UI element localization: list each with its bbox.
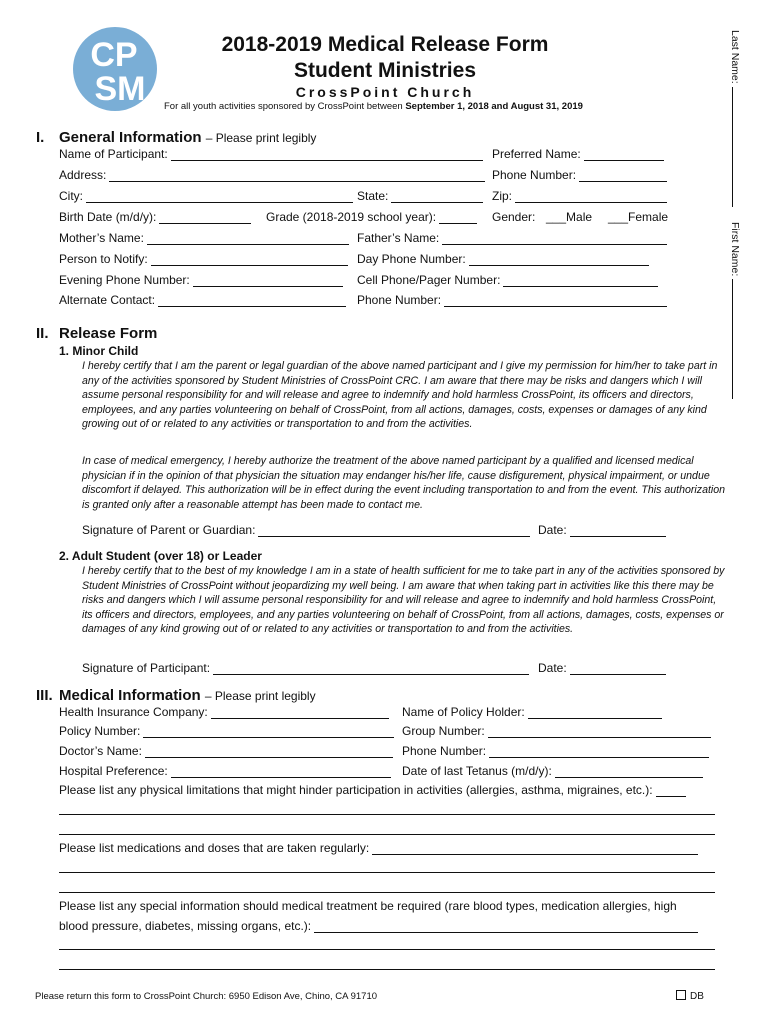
alternate-phone-line[interactable]	[444, 294, 667, 307]
alternate-contact-line[interactable]	[158, 294, 346, 307]
medications-rule-1[interactable]	[59, 872, 715, 873]
first-name-label: First Name:	[729, 222, 741, 277]
state-label: State:	[357, 189, 389, 203]
parent-date-line[interactable]	[570, 524, 666, 537]
section-2-number: II.	[36, 325, 49, 342]
special-info-field[interactable]	[59, 919, 698, 933]
section-3-title	[59, 687, 316, 704]
participant-signature-line[interactable]	[213, 662, 529, 675]
policy-number-field[interactable]	[59, 724, 394, 738]
person-to-notify-line[interactable]	[151, 253, 348, 266]
church-name: CrossPoint Church	[295, 84, 475, 100]
birth-date-field[interactable]	[59, 210, 251, 224]
gender-label: Gender:	[492, 210, 536, 224]
grade-label: Grade (2018-2019 school year):	[266, 210, 437, 224]
birth-date-line[interactable]	[159, 211, 251, 224]
insurance-company-field[interactable]	[59, 705, 389, 719]
alternate-contact-field[interactable]	[59, 293, 346, 307]
participant-signature-field[interactable]	[82, 661, 529, 675]
hospital-preference-line[interactable]	[171, 765, 391, 778]
section-1-title	[59, 129, 316, 146]
physical-limitations-line[interactable]	[656, 784, 686, 797]
minor-child-heading: 1. Minor Child	[59, 344, 139, 358]
medications-rule-2[interactable]	[59, 892, 715, 893]
participant-date-label: Date:	[538, 661, 567, 675]
special-info-line-1: Please list any special information should medical treatment be required (rare blood types, medication allergies, high	[59, 899, 677, 913]
participant-signature-label: Signature of Participant:	[82, 661, 211, 675]
policy-holder-field[interactable]	[402, 705, 662, 719]
parent-signature-label: Signature of Parent or Guardian:	[82, 523, 256, 537]
policy-number-label: Policy Number:	[59, 724, 141, 738]
medications-line[interactable]	[372, 842, 698, 855]
insurance-company-label: Health Insurance Company:	[59, 705, 208, 719]
city-field[interactable]	[59, 189, 353, 203]
evening-phone-line[interactable]	[193, 274, 343, 287]
medications-label: Please list medications and doses that are taken regularly:	[59, 841, 370, 855]
zip-field[interactable]	[492, 189, 667, 203]
gender-female-option[interactable]: ___Female	[608, 210, 669, 224]
section-1-heading: General Information	[59, 129, 202, 146]
cell-phone-field[interactable]	[357, 273, 658, 287]
adult-release-paragraph: I hereby certify that to the best of my knowledge I am in a state of health sufficient for me to take part in any of the activities sponsored by Student Ministries of CrossPoint without jeopardizing my well being. I am aware that when taking part in activities like this there may be risks and dangers which I will assume personal responsibility for and will release and agree to indemnify and hold harmless CrossPoint, its officers and directors, employees, and any parties volunteering on behalf of CrossPoint, from all actions, damages, costs, expenses or damages of any kind growing out of or related to any activities or transportation to and from the activities.	[82, 565, 725, 635]
first-name-line[interactable]	[732, 279, 744, 399]
participant-label: Name of Participant:	[59, 147, 168, 161]
participant-field[interactable]	[59, 147, 483, 161]
policy-holder-line[interactable]	[528, 706, 662, 719]
phone-number-label: Phone Number:	[492, 168, 577, 182]
last-name-side-field[interactable]	[729, 30, 744, 207]
city-label: City:	[59, 189, 83, 203]
father-name-label: Father’s Name:	[357, 231, 440, 245]
alternate-phone-label: Phone Number:	[357, 293, 442, 307]
tetanus-date-field[interactable]	[402, 764, 703, 778]
mother-name-line[interactable]	[147, 232, 349, 245]
preferred-name-field[interactable]	[492, 147, 664, 161]
father-name-field[interactable]	[357, 231, 667, 245]
section-3-number: III.	[36, 687, 53, 704]
doctor-name-label: Doctor’s Name:	[59, 744, 142, 758]
db-checkbox[interactable]	[676, 990, 704, 1002]
minor-release-paragraph: I hereby certify that I am the parent or legal guardian of the above named participant and I give my permission for him/her to take part in any of the activities sponsored by Student Ministries of CrossPoint CRC. I am aware that there may be risks and dangers which I will assume personal responsibility for and will release and agree to indemnify and hold harmless CrossPoint, its officers and directors, employees, and any parties volunteering on behalf of CrossPoint, from all actions, damages, costs, expenses or damages of any kind growing out of or related to any activities or transportation to and from the activities.	[82, 360, 718, 430]
physical-limitations-field[interactable]	[59, 783, 686, 797]
city-line[interactable]	[86, 190, 353, 203]
parent-date-label: Date:	[538, 523, 567, 537]
cell-phone-label: Cell Phone/Pager Number:	[357, 273, 501, 287]
participant-date-field[interactable]	[538, 661, 666, 675]
form-subtitle: Student Ministries	[293, 59, 477, 82]
date-range-prefix: For all youth activities sponsored by CrossPoint between	[164, 101, 406, 112]
alternate-contact-label: Alternate Contact:	[59, 293, 156, 307]
form-title: 2018-2019 Medical Release Form	[221, 33, 549, 56]
last-name-label: Last Name:	[729, 30, 741, 84]
section-2-title: Release Form	[59, 325, 158, 342]
group-number-field[interactable]	[402, 724, 711, 738]
section-3-note: – Please print legibly	[204, 689, 316, 703]
day-phone-label: Day Phone Number:	[357, 252, 466, 266]
db-checkbox-box[interactable]	[676, 990, 686, 1000]
zip-label: Zip:	[492, 189, 513, 203]
phone-number-field[interactable]	[492, 168, 667, 182]
tetanus-date-label: Date of last Tetanus (m/d/y):	[402, 764, 552, 778]
logo-text-top: CP	[90, 36, 138, 74]
address-field[interactable]	[59, 168, 485, 182]
participant-line[interactable]	[171, 148, 483, 161]
gender-male-option[interactable]: ___Male	[546, 210, 593, 224]
section-3-heading: Medical Information	[59, 687, 201, 704]
mother-name-field[interactable]	[59, 231, 349, 245]
insurance-company-line[interactable]	[211, 706, 389, 719]
cell-phone-line[interactable]	[503, 274, 658, 287]
physical-limitations-label: Please list any physical limitations that might hinder participation in activities (allergies, asthma, migraines, etc.):	[59, 783, 653, 797]
first-name-side-field[interactable]	[729, 222, 744, 399]
preferred-name-label: Preferred Name:	[492, 147, 581, 161]
grade-field[interactable]	[266, 210, 477, 224]
phone-number-line[interactable]	[579, 169, 667, 182]
alternate-phone-field[interactable]	[357, 293, 667, 307]
father-name-line[interactable]	[442, 232, 667, 245]
special-info-line[interactable]	[314, 920, 698, 933]
evening-phone-label: Evening Phone Number:	[59, 273, 190, 287]
crosspoint-logo	[70, 26, 160, 112]
medications-field[interactable]	[59, 841, 698, 855]
section-1-note: – Please print legibly	[205, 131, 317, 145]
address-label: Address:	[59, 168, 107, 182]
logo-text-bottom: SM	[94, 70, 146, 108]
doctor-name-field[interactable]	[59, 744, 393, 758]
parent-signature-line[interactable]	[258, 524, 530, 537]
medical-emergency-paragraph: In case of medical emergency, I hereby authorize the treatment of the above named participant by a qualified and licensed medical physician if in the opinion of that physician the situation may endanger his/her life, cause disfigurement, physical impairment, or undue discomfort if delayed. This authorization will be in effect during the event including transportation to and from the event. This authorization is granted only after a reasonable attempt has been made to contact me.	[82, 455, 726, 511]
person-to-notify-field[interactable]	[59, 252, 348, 266]
mother-name-label: Mother’s Name:	[59, 231, 144, 245]
special-info-rule-2[interactable]	[59, 969, 715, 970]
preferred-name-line[interactable]	[584, 148, 664, 161]
special-info-label: blood pressure, diabetes, missing organs, etc.):	[59, 919, 312, 933]
doctor-name-line[interactable]	[145, 745, 393, 758]
tetanus-date-line[interactable]	[555, 765, 703, 778]
birth-date-label: Birth Date (m/d/y):	[59, 210, 157, 224]
limitations-rule-2[interactable]	[59, 834, 715, 835]
day-phone-field[interactable]	[357, 252, 649, 266]
policy-holder-label: Name of Policy Holder:	[402, 705, 525, 719]
doctor-phone-label: Phone Number:	[402, 744, 487, 758]
date-range-dates: September 1, 2018 and August 31, 2019	[405, 101, 583, 112]
return-address-footer: Please return this form to CrossPoint Church: 6950 Edison Ave, Chino, CA 91710	[35, 991, 378, 1002]
date-range-line	[164, 101, 583, 112]
parent-signature-field[interactable]	[82, 523, 530, 537]
group-number-line[interactable]	[488, 725, 711, 738]
last-name-line[interactable]	[732, 87, 744, 207]
evening-phone-field[interactable]	[59, 273, 343, 287]
day-phone-line[interactable]	[469, 253, 649, 266]
db-label: DB	[690, 991, 704, 1002]
address-line[interactable]	[109, 169, 485, 182]
doctor-phone-line[interactable]	[489, 745, 709, 758]
limitations-rule-1[interactable]	[59, 814, 715, 815]
zip-line[interactable]	[515, 190, 667, 203]
hospital-preference-label: Hospital Preference:	[59, 764, 168, 778]
participant-date-line[interactable]	[570, 662, 666, 675]
policy-number-line[interactable]	[143, 725, 394, 738]
doctor-phone-field[interactable]	[402, 744, 709, 758]
section-1-number: I.	[36, 129, 45, 146]
parent-date-field[interactable]	[538, 523, 666, 537]
state-field[interactable]	[357, 189, 483, 203]
group-number-label: Group Number:	[402, 724, 485, 738]
gender-field	[492, 210, 535, 224]
person-to-notify-label: Person to Notify:	[59, 252, 148, 266]
special-info-rule-1[interactable]	[59, 949, 715, 950]
hospital-preference-field[interactable]	[59, 764, 391, 778]
state-line[interactable]	[391, 190, 483, 203]
grade-line[interactable]	[439, 211, 477, 224]
adult-student-heading: 2. Adult Student (over 18) or Leader	[59, 549, 262, 563]
